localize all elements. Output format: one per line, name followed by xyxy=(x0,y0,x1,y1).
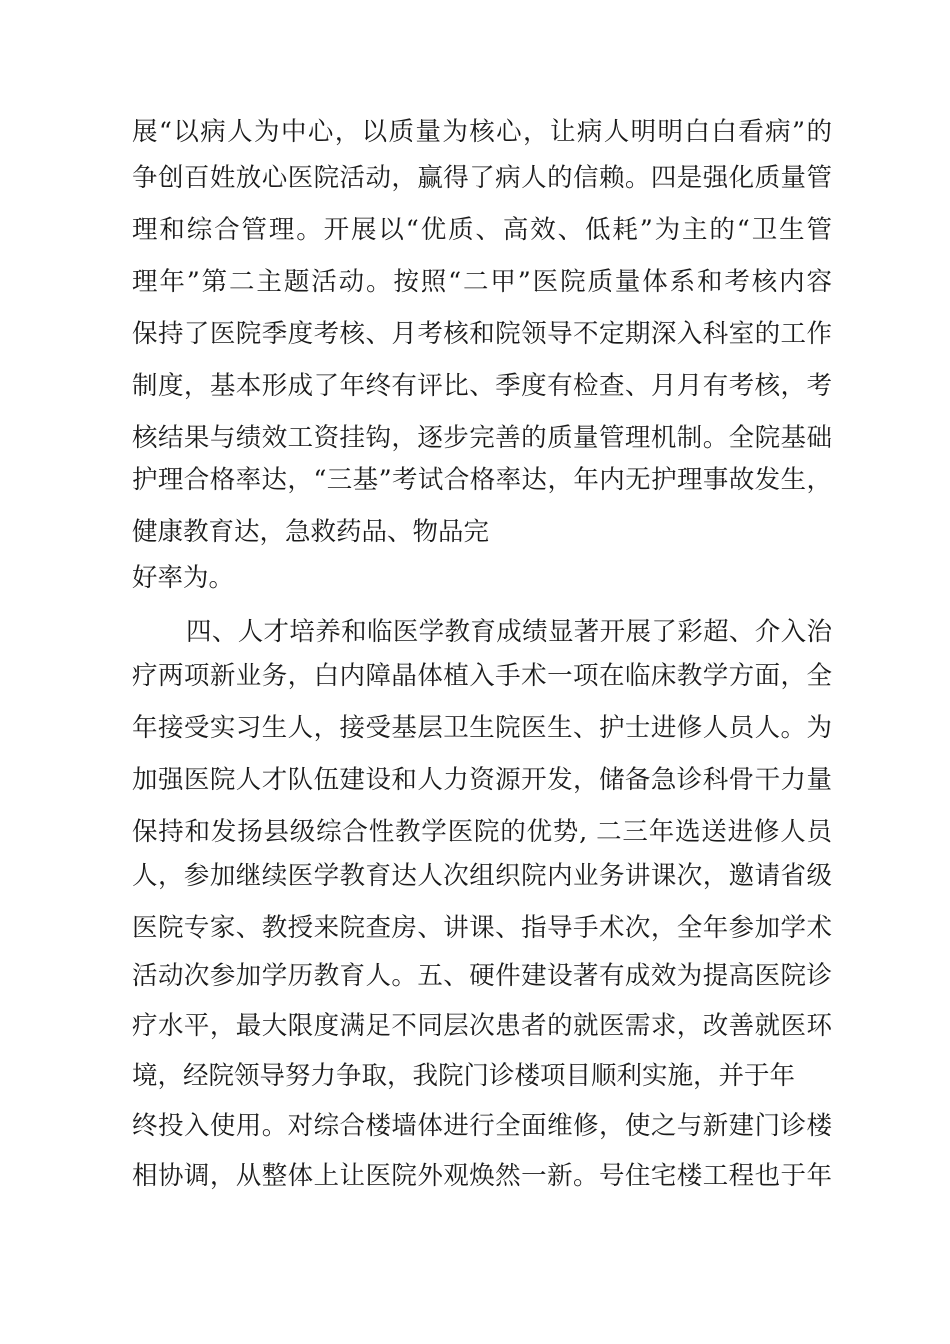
text-line: 保持了医院季度考核、月考核和院领导不定期深入科室的工作 xyxy=(132,319,832,349)
text-line: 加强医院人才队伍建设和人力资源开发，储备急诊科骨干力量 xyxy=(132,765,832,795)
text-line: 终投入使用。对综合楼墙体进行全面维修，使之与新建门诊楼 xyxy=(132,1111,832,1141)
text-line: 年接受实习生人，接受基层卫生院医生、护士进修人员人。为 xyxy=(132,713,832,743)
text-line: 争创百姓放心医院活动，赢得了病人的信赖。四是强化质量管 xyxy=(132,163,832,193)
text-line: 健康教育达，急救药品、物品完 xyxy=(132,517,490,547)
text-line: 疗水平，最大限度满足不同层次患者的就医需求，改善就医环 xyxy=(132,1011,832,1041)
text-line: 医院专家、教授来院查房、讲课、指导手术次，全年参加学术 xyxy=(132,913,832,943)
paragraph-first-line: 四、人才培养和临医学教育成绩显著开展了彩超、介入治 xyxy=(186,617,832,647)
text-line: 护理合格率达，“三基”考试合格率达，年内无护理事故发生， xyxy=(132,465,832,495)
text-line: 境，经院领导努力争取，我院门诊楼项目顺利实施，并于年 xyxy=(132,1061,796,1091)
text-line: 相协调，从整体上让医院外观焕然一新。号住宅楼工程也于年 xyxy=(132,1161,832,1191)
text-line: 活动次参加学历教育人。五、硬件建设著有成效为提高医院诊 xyxy=(132,961,832,991)
text-line: 人，参加继续医学教育达人次组织院内业务讲课次，邀请省级 xyxy=(132,861,832,891)
text-line: 制度，基本形成了年终有评比、季度有检查、月月有考核，考 xyxy=(132,371,832,401)
text-line: 好率为。 xyxy=(132,563,235,593)
text-line: 展“以病人为中心，以质量为核心，让病人明明白白看病”的 xyxy=(132,117,832,147)
text-line: 理年”第二主题活动。按照“二甲”医院质量体系和考核内容 xyxy=(132,267,832,297)
text-line: 理和综合管理。开展以“优质、高效、低耗”为主的“卫生管 xyxy=(132,215,832,245)
text-line: 疗两项新业务，白内障晶体植入手术一项在临床教学方面，全 xyxy=(132,661,832,691)
text-line: 保持和发扬县级综合性教学医院的优势, 二三年选送进修人员 xyxy=(132,817,832,847)
text-line: 核结果与绩效工资挂钩，逐步完善的质量管理机制。全院基础 xyxy=(132,423,832,453)
